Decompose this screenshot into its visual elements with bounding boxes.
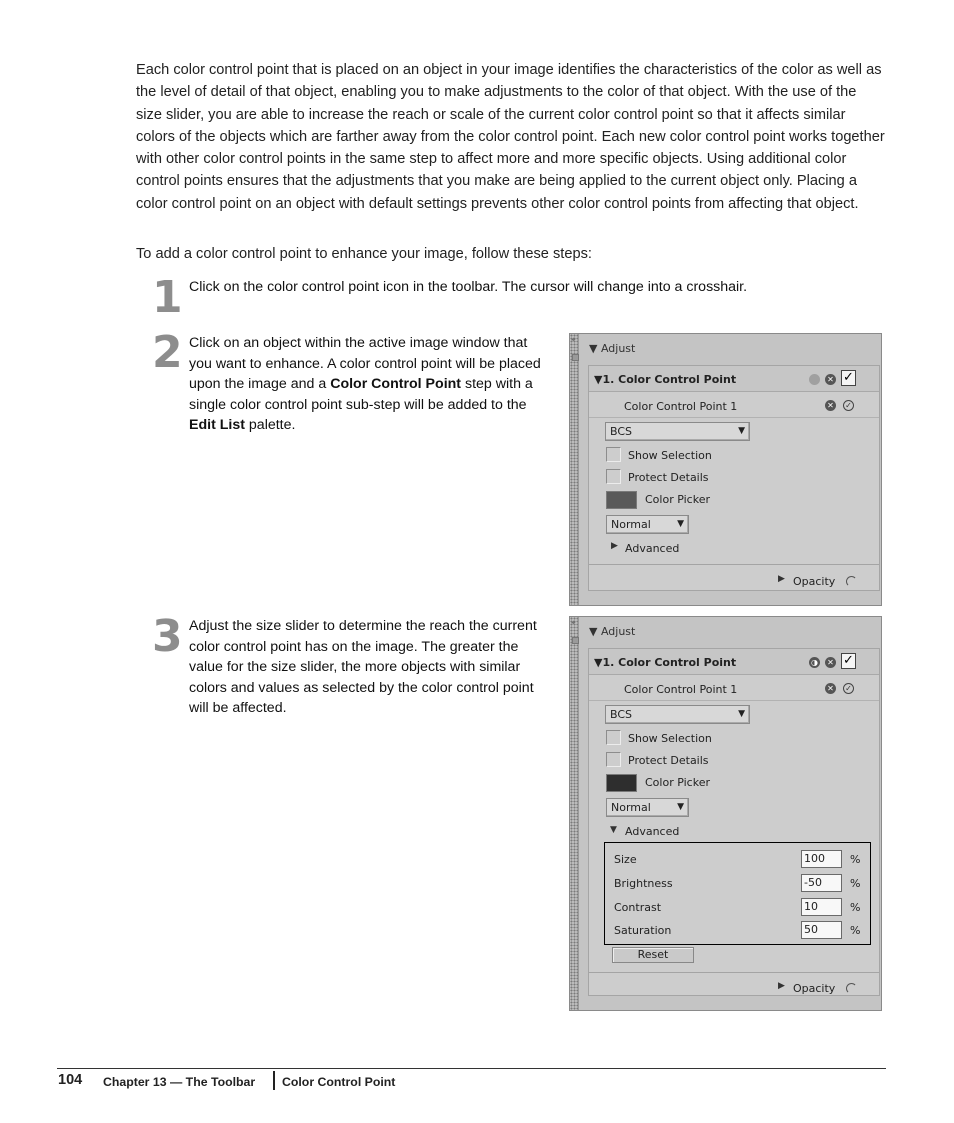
bold-color-control-point: Color Control Point	[330, 376, 462, 392]
saturation-unit: %	[850, 924, 861, 937]
brightness-unit: %	[850, 877, 861, 890]
footer-rule	[57, 1068, 886, 1069]
color-swatch[interactable]	[606, 491, 637, 509]
dropdown-arrow-icon: ▼	[738, 709, 745, 719]
step-3-text: Adjust the size slider to determine the reach the current color control point has on the image. The greater the value for the size slider, the more objects with similar colors and values as selected by the color control point will be affected.	[189, 618, 537, 716]
control-point-icon[interactable]: ✓	[843, 683, 854, 694]
lead-in-text: To add a color control point to enhance your image, follow these steps:	[136, 246, 592, 262]
saturation-label: Saturation	[614, 924, 672, 937]
footer-separator	[273, 1071, 275, 1090]
adjust-panel-2	[569, 616, 882, 1011]
step-number-1: 1	[152, 272, 183, 323]
protect-details-label: Protect Details	[628, 754, 709, 767]
adjust-panel-1	[569, 333, 882, 606]
show-selection-checkbox[interactable]	[606, 730, 621, 745]
edit-list-body	[588, 648, 880, 996]
contrast-unit: %	[850, 901, 861, 914]
page-number: 104	[58, 1072, 83, 1088]
mode-dropdown[interactable]: BCS ▼	[605, 422, 750, 441]
step-enable-checkbox[interactable]: ✓	[841, 653, 856, 669]
triangle-right-icon[interactable]: ▶	[778, 981, 785, 991]
color-swatch[interactable]	[606, 774, 637, 792]
sub-step-row[interactable]	[589, 675, 879, 701]
divider	[589, 564, 879, 565]
protect-details-checkbox[interactable]	[606, 752, 621, 767]
protect-details-label: Protect Details	[628, 471, 709, 484]
bold-edit-list: Edit List	[189, 417, 245, 433]
footer-chapter: Chapter 13 — The Toolbar	[103, 1075, 256, 1089]
brush-icon[interactable]: ◑	[809, 657, 820, 668]
sub-step-title: Color Control Point 1	[624, 400, 738, 413]
divider	[589, 972, 879, 973]
size-input[interactable]: 100	[801, 850, 842, 868]
step-row[interactable]	[589, 366, 879, 392]
delete-icon[interactable]: ✕	[825, 657, 836, 668]
contrast-label: Contrast	[614, 901, 662, 914]
brightness-label: Brightness	[614, 877, 673, 890]
control-point-icon[interactable]: ✓	[843, 400, 854, 411]
step-title: 1. Color Control Point	[602, 656, 737, 669]
step-title: 1. Color Control Point	[602, 373, 737, 386]
saturation-input[interactable]: 50	[801, 921, 842, 939]
color-picker-label: Color Picker	[645, 776, 710, 789]
dropdown-arrow-icon: ▼	[677, 519, 684, 529]
triangle-down-icon: ▼	[594, 656, 603, 669]
opacity-dial-icon[interactable]	[846, 983, 857, 994]
collapse-square-icon[interactable]	[572, 637, 579, 644]
advanced-label[interactable]: Advanced	[625, 542, 680, 555]
show-selection-label: Show Selection	[628, 449, 712, 462]
footer-section: Color Control Point	[282, 1075, 396, 1089]
panel-grip[interactable]	[570, 334, 579, 605]
triangle-down-icon: ▼	[589, 342, 598, 355]
opacity-label[interactable]: Opacity	[793, 982, 836, 995]
protect-details-checkbox[interactable]	[606, 469, 621, 484]
triangle-right-icon[interactable]: ▶	[611, 541, 618, 551]
contrast-input[interactable]: 10	[801, 898, 842, 916]
dropdown-arrow-icon: ▼	[677, 802, 684, 812]
collapse-square-icon[interactable]	[572, 354, 579, 361]
show-selection-label: Show Selection	[628, 732, 712, 745]
intro-paragraph: Each color control point that is placed on an object in your image identifies the characteristics of the color as well as the level of detail of that object, enabling you to make adjustments to the color of that object. With the use of the size slider, you are able to increase the reach or scale of the current color control point so that it affects similar colors of the objects which are farther away from the color control point. Each new color control point works together with other color control points in the same step to affect more and more specific objects. Using additional color control points ensures that the adjustments that you make are being applied to the current object only. Placing a color control point on an object with default settings prevents other color control points from affecting that object.	[136, 62, 885, 212]
adjust-header[interactable]: ▼ Adjust	[589, 625, 636, 638]
triangle-down-icon: ▼	[594, 373, 603, 386]
blend-mode-dropdown[interactable]: Normal ▼	[606, 798, 689, 817]
brush-icon[interactable]	[809, 374, 820, 385]
step-1-text: Click on the color control point icon in the toolbar. The cursor will change into a crosshair.	[189, 279, 748, 295]
size-label: Size	[614, 853, 637, 866]
step-enable-checkbox[interactable]: ✓	[841, 370, 856, 386]
dropdown-arrow-icon: ▼	[738, 426, 745, 436]
delete-icon[interactable]: ✕	[825, 400, 836, 411]
panel-grip[interactable]	[570, 617, 579, 1010]
opacity-dial-icon[interactable]	[846, 576, 857, 587]
advanced-settings-box	[604, 842, 871, 945]
step-number-2: 2	[152, 327, 183, 378]
mode-dropdown[interactable]: BCS ▼	[605, 705, 750, 724]
adjust-header[interactable]: ▼ Adjust	[589, 342, 636, 355]
step-row[interactable]	[589, 649, 879, 675]
color-picker-label: Color Picker	[645, 493, 710, 506]
step-number-3: 3	[152, 611, 183, 662]
delete-icon[interactable]: ✕	[825, 683, 836, 694]
reset-button[interactable]: Reset	[612, 947, 694, 963]
sub-step-title: Color Control Point 1	[624, 683, 738, 696]
advanced-label[interactable]: Advanced	[625, 825, 680, 838]
sub-step-row[interactable]	[589, 392, 879, 418]
pin-icon[interactable]: ⌖	[571, 618, 576, 627]
triangle-right-icon[interactable]: ▶	[778, 574, 785, 584]
opacity-label[interactable]: Opacity	[793, 575, 836, 588]
pin-icon[interactable]: ⌖	[571, 335, 576, 344]
blend-mode-dropdown[interactable]: Normal ▼	[606, 515, 689, 534]
show-selection-checkbox[interactable]	[606, 447, 621, 462]
brightness-input[interactable]: -50	[801, 874, 842, 892]
delete-icon[interactable]: ✕	[825, 374, 836, 385]
size-unit: %	[850, 853, 861, 866]
triangle-down-icon[interactable]: ▼	[610, 825, 617, 835]
triangle-down-icon: ▼	[589, 625, 598, 638]
edit-list-body	[588, 365, 880, 591]
step-2-text: Click on an object within the active image window that you want to enhance. A color control point will be placed upon the image and a Color Control Point step with a single color control point sub-step will be added to the Edit List palette.	[189, 335, 541, 433]
